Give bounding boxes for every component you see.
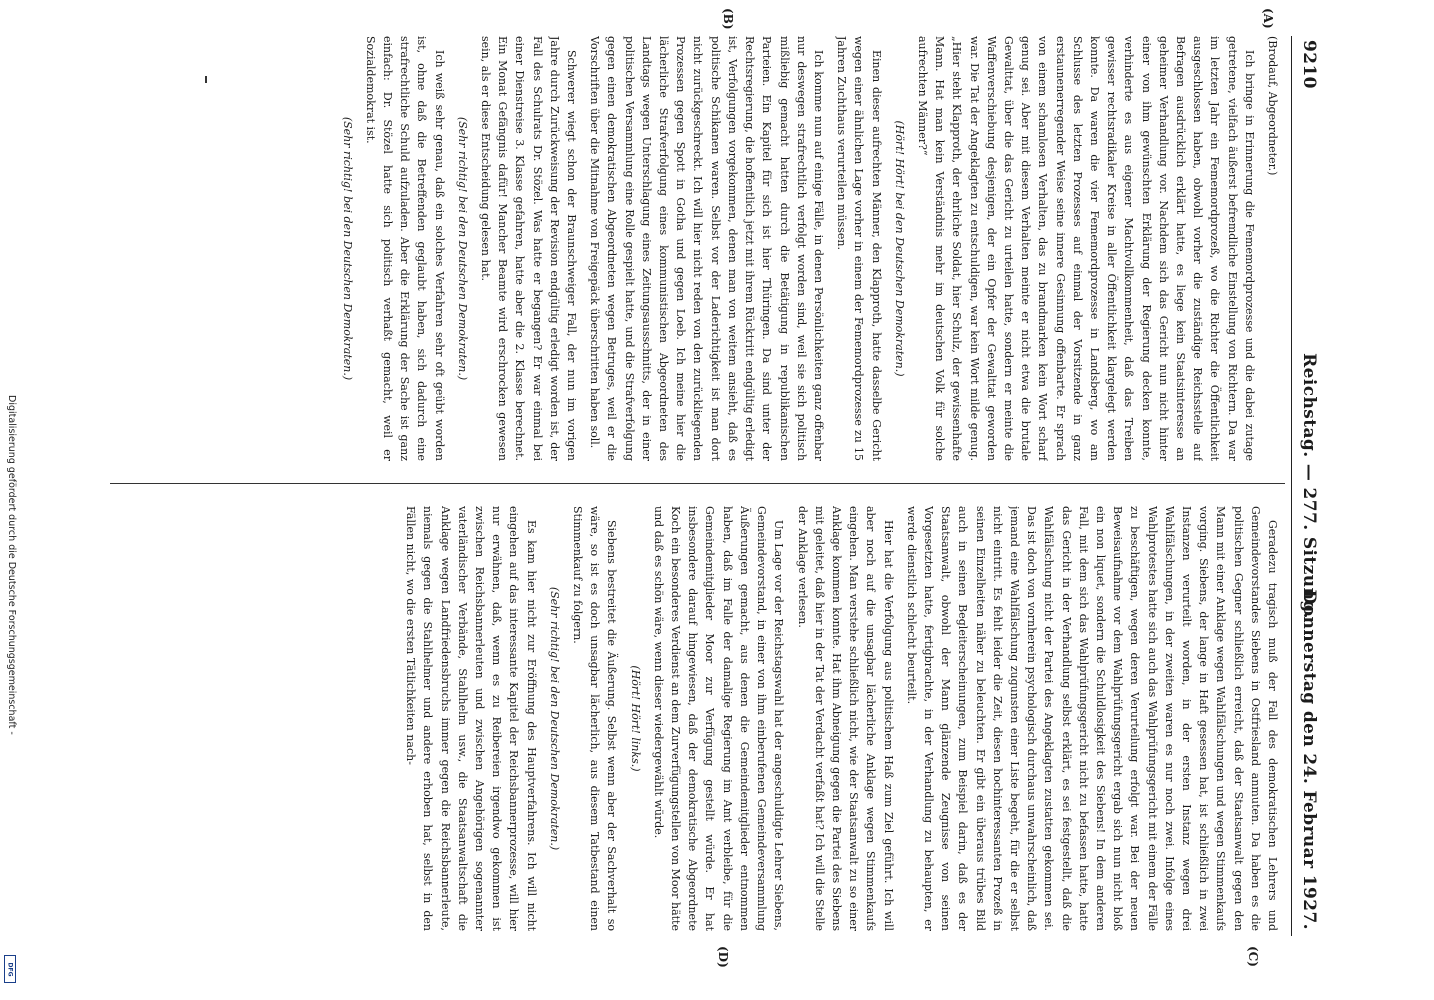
interjection: (Sehr richtig! bei den Deutschen Demokraten.): [547, 586, 561, 851]
page-header: [1291, 36, 1325, 936]
paragraph: Geradezu tragisch muß der Fall des demokratischen Lehrers und Gemeindevorstandes Siebens in Ostfriesland anmuten. Da haben es die politischen Gegner schließlich erreicht, daß der Staatsanwalt gegen den Mann mit einer Anklage wegen Wahlfälschungen und wegen Stimmenkaufs vorging. Siebens, der lange in Haft gesessen hat, ist schließlich in zwei Instanzen verurteilt worden, in der ersten Instanz wegen drei Wahlfälschungen, in der zweiten waren es nur noch zwei. Infolge eines Wahlprotestes hatte sich auch das Wahlprüfungsgericht mit einem der Fälle zu beschäftigen, wegen deren Verurteilung erfolgt war. Bei der neuen Beweisaufnahme vor dem Wahlprüfungsgericht ergab sich nun nicht bloß ein non liquet, sondern die Schuldlosigkeit des Siebens! In dem anderen Fall, mit dem sich das Wahlprüfungsgericht nicht zu befassen hatte, hatte das Gericht in der Verhandlung selbst erklärt, es sei festgestellt, daß die Wahlfälschung nicht der Partei des Angeklagten zustatten gekommen sei. Das ist doch von vornherein psychologisch durchaus unwahrscheinlich, daß jemand eine Wahlfälschung zugunsten einer Liste begeht, für die er selbst nicht eintritt. Es fehlt leider die Zeit, diesen hochinteressanten Prozeß in seinen Einzelheiten näher zu beleuchten. Er gibt ein überaus trübes Bild auch in seinen Begleiterscheinungen, zum Beispiel darin, daß es der Staatsanwalt, obwohl der Mann glänzende Zeugnisse von seinen Vorgesetzten hatte, fertigbrachte, in der Verhandlung zu behaupten, er werde dienstlich schlecht beurteilt.: [904, 506, 1279, 931]
interjection: (Hört! Hört! links.): [628, 665, 642, 772]
paragraph: Ich bringe in Erinnerung die Fememordprozesse und die dabei zutage getretene, vielfach äußerst befremdliche Einstellung von Richtern. Da war im letzten Jahr ein Fememordprozeß, wo die Richter die Öffentlichkeit ausgeschlossen haben, obwohl vorher die zuständige Reichsstelle auf Befragen ausdrücklich erklärt hatte, es liege kein Staatsinteresse an geheimer Verhandlung vor. Nachdem sich das Gericht nun nicht hinter einer von ihm gewünschten Erklärung der Regierung decken konnte, verhinderte es aus eigener Machtvollkommenheit, daß das Treiben gewisser rechtsradikaler Kreise in aller Öffentlichkeit klargelegt werden konnte. Da waren die vier Fememordprozesse in Landsberg, wo am Schlusse des letzten Prozesses auf einmal der Vorsitzende in ganz erstaunenerregender Weise seine innere Gesinnung offenbarte. Er sprach von einem schamlosen Verhalten, das zu brandmarken kein Wort scharf genug sei. Aber mit diesem Verhalten meinte er nicht etwa die brutale Gewalttat, über die das Gericht zu urteilen hatte, sondern er meinte die Waffenverschiebung desjenigen, der ein Opfer der Gewalttat geworden war. Die Tat der Angeklagten zu entschuldigen, war kein Wort milde genug. „Hier steht Klapproth, der ehrliche Soldat, hier Schulz, der gewissenhafte Mann. Hat man kein Verständnis mehr im deutschen Volk für solche aufrechten Männer?“: [915, 36, 1256, 461]
paragraph: Schwerer wiegt schon der Braunschweiger Fall, der nun im vorigen Jahre durch Zurückweisung der Revision endgültig erledigt worden ist, der Fall des Schulrats Dr. Stözel. Was hatte er begangen? Er war einmal bei einer Dienstreise 3. Klasse gefahren, hatte aber die 2. Klasse berechnet. Ein Monat Gefängnis dafür! Mancher Beamte wird erschrocken gewesen sein, als er diese Entscheidung gelesen hat.: [479, 36, 579, 461]
left-column: [101, 36, 1281, 461]
paragraph: Hier hat die Verfolgung aus politischem Haß zum Ziel geführt. Ich will aber noch auf die unsagbar lächerliche Anklage wegen Stimmenkaufs eingehen. Man verstehe schließlich nicht, wie der Staatsanwalt zu so einer Anklage kommen konnte. Hat ihm Abneigung gegen die Partei des Siebens mit geleitet, daß hier in der Tat der Verdacht verfaßt hat? Ich will die Stelle der Anklage verlesen.: [795, 506, 895, 931]
paragraph: Es kam hier nicht zur Eröffnung des Hauptverfahrens. Ich will nicht eingehen auf das interessante Kapitel der Reichsbannerprozesse, will hier nur erwähnen, daß, wenn es zu Reibereien irgendwo gekommen ist zwischen Reichsbannerleuten und zwischen Angehörigen sogenannter vaterländischer Verbände, Stahlhelm usw., die Staatsanwaltschaft die Anklage wegen Landfriedensbruchs immer gegen die Reichsbannerleute, niemals gegen die Stahlhelmer und andere erhoben hat, selbst in den Fällen nicht, wo die ersten Tätlichkeiten nach-: [404, 506, 538, 931]
interjection: (Sehr richtig! bei den Deutschen Demokraten.): [340, 116, 354, 381]
right-column: [101, 506, 1281, 931]
session-date: Donnerstag den 24. Februar 1927.: [1299, 589, 1319, 930]
page-number: 9210: [1299, 40, 1319, 89]
paragraph: Einen dieser aufrechten Männer, den Klapproth, hatte dasselbe Gericht wegen einer ähnlichen Lage vorher in einem der Fememordprozesse zu 15 Jahren Zuchthaus verurteilen müssen.: [835, 36, 883, 461]
column-marker-b: (B): [721, 8, 735, 30]
quoted-indictment: Um Lage vor der Reichstagswahl hat der angeschuldigte Lehrer Siebens, Gemeindevorstand, in einer von ihm einberufenen Gemeindeversammlung Äußerungen gemacht, aus denen die Gemeindemitglieder entnommen haben, daß im Falle der damalige Regierung im Amt verbleibe, für die Gemeindemitglieder Moor zur Verfügung gestellt würde. Er hat insbesondere darauf hingewiesen, daß der demokratische Abgeordnete Koch ein besonderes Verdienst an dem Zurverfügungstellen von Moor hätte und daß es schön wäre, wenn dieser wiedergewählt würde.: [651, 506, 786, 931]
column-marker-c: (C): [1246, 946, 1260, 967]
paragraph: Ich weiß sehr genau, daß ein solches Verfahren sehr oft geübt worden ist, ohne daß die Betreffenden geglaubt haben, sich dadurch eine strafrechtliche Schuld aufzuladen. Aber die Erklärung der Sache ist ganz einfach: Dr. Stözel hatte sich politisch verhaßt gemacht, weil er Sozialdemokrat ist.: [363, 36, 446, 461]
funding-note: Digitalisierung gefördert durch die Deutsche Forschungsgemeinschaft -: [6, 395, 17, 735]
footer-credit: [3, 395, 17, 985]
speaker-name: (Brodauf, Abgeordneter.): [1266, 36, 1279, 176]
page-mark: [205, 76, 207, 83]
dfg-logo-icon: DFG: [4, 955, 16, 983]
column-marker-a: (A): [1261, 8, 1275, 29]
page-title: Reichstag. — 277. Sitzung.: [1299, 353, 1319, 619]
column-marker-d: (D): [716, 946, 730, 968]
interjection: (Hört! Hört! bei den Deutschen Demokraten.): [892, 120, 906, 377]
paragraph: Siebens bestreitet die Äußerung. Selbst wenn aber der Sachverhalt so wäre, so ist es doch unsagbar lächerlich, aus diesem Tatbestand einen Stimmenkauf zu folgern.: [571, 506, 619, 931]
paragraph: Ich komme nun auf einige Fälle, in denen Persönlichkeiten ganz offenbar nur deswegen strafrechtlich verfolgt worden sind, weil sie sich politisch mißliebig gemacht hatten durch die Betätigung in republikanischen Parteien. Ein Kapitel für sich ist hier Thüringen. Da sind unter der Rechtsregierung, die hoffentlich jetzt mit ihrem Rücktritt endgültig erledigt ist, Verfolgungen vorgekommen, denen man von weitem ansieht, daß es politische Schikanen waren. Selbst vor der Laderichtigkeit ist man dort nicht zurückgeschreckt. Ich will hier nicht reden von den zurückliegenden Prozessen gegen Spott in Gotha und gegen Loeb. Ich meine hier die lächerliche Strafverfolgung eines kommunistischen Abgeordneten des Landtags wegen Unterschlagung eines Zeitungsausschnitts, der in einer politischen Versammlung eine Rolle gespielt hatte, und die Strafverfolgung gegen einen demokratischen Abgeordneten wegen Betruges, weil er die Vorschriften über die Mitnahme von Freigepäck überschritten haben soll.: [588, 36, 825, 461]
column-divider: [110, 483, 1285, 484]
rotated-page: [95, 8, 1325, 968]
interjection: (Sehr richtig! bei den Deutschen Demokraten.): [455, 116, 469, 381]
